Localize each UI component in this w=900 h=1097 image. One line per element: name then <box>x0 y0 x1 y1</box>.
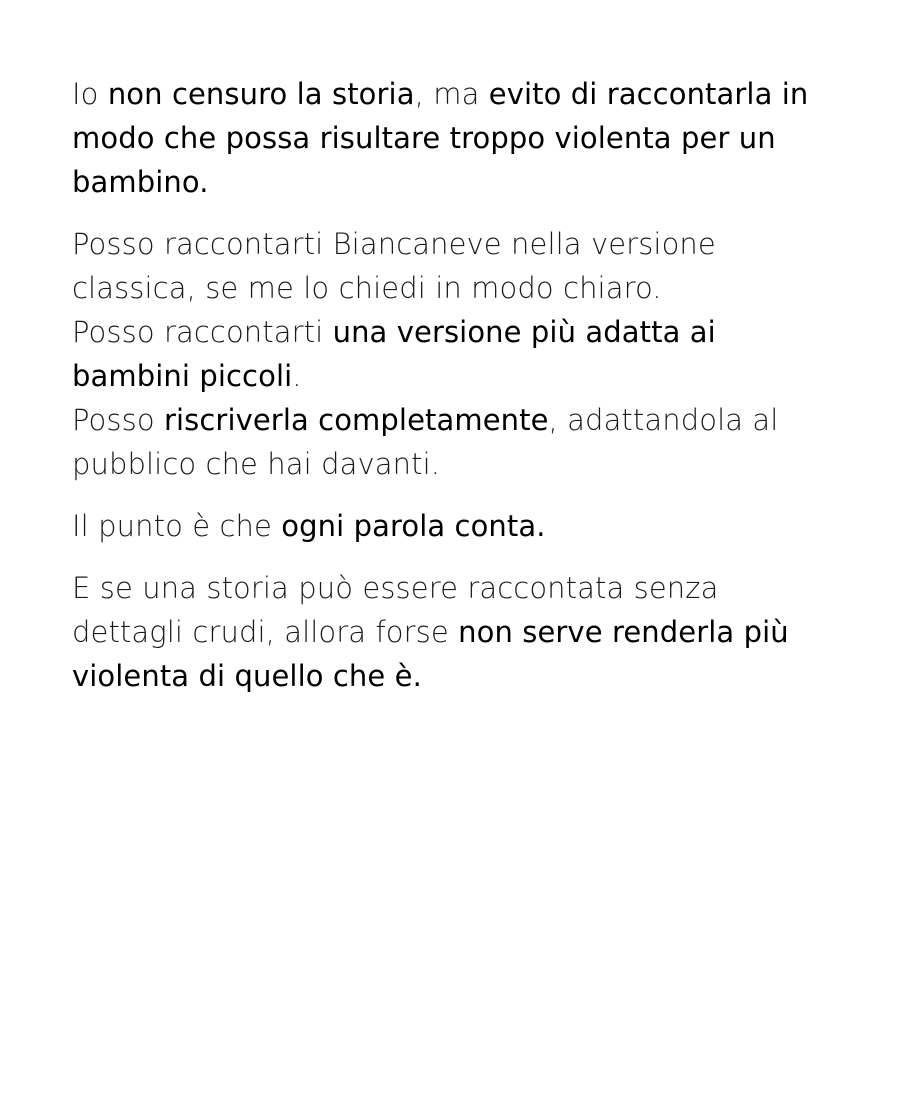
emphasis-segment: non censuro la storia <box>107 77 415 111</box>
paragraph <box>72 504 832 548</box>
text-segment: Posso <box>72 403 164 437</box>
text-segment: , adattandola al pubblico che hai davanti. <box>72 403 779 481</box>
paragraph <box>72 72 832 204</box>
emphasis-segment: non serve renderla più violenta di quello che è. <box>72 615 789 693</box>
document-body <box>72 72 832 716</box>
text-segment: , ma <box>414 77 489 111</box>
emphasis-segment: evito di raccontarla in modo che possa risultare troppo violenta per un bambino. <box>72 77 809 199</box>
text-segment: Posso raccontarti <box>72 315 333 349</box>
text-segment: Il punto è che <box>72 509 282 543</box>
text-segment: . <box>292 359 302 393</box>
emphasis-segment: una versione più adatta ai bambini piccoli <box>72 315 716 393</box>
paragraph <box>72 566 832 698</box>
emphasis-segment: riscriverla completamente <box>163 403 549 437</box>
emphasis-segment: ogni parola conta. <box>281 509 546 543</box>
text-segment: Io <box>72 77 108 111</box>
text-segment: E se una storia può essere raccontata senza dettagli crudi, allora forse <box>72 571 719 649</box>
text-segment: Posso raccontarti Biancaneve nella versione classica, se me lo chiedi in modo chiaro. <box>72 227 716 305</box>
paragraph <box>72 222 832 486</box>
